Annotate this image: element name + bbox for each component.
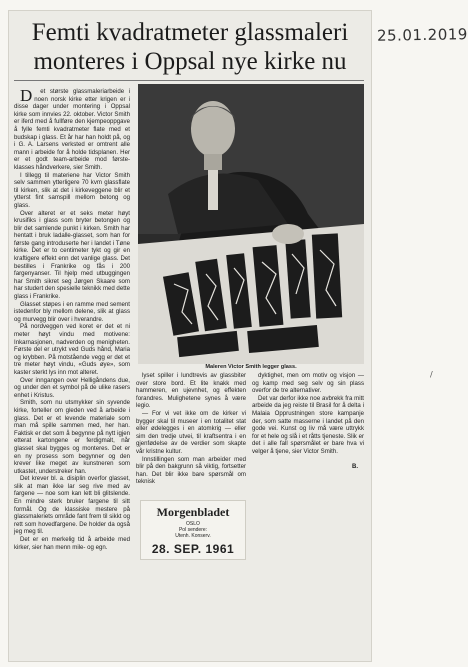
newspaper-name: Morgenbladet	[156, 505, 230, 519]
article-headline	[14, 18, 366, 76]
newspaper-city: OSLO	[186, 521, 200, 527]
paragraph: Smith, som nu utsmykker sin syvende kirke, forteller om gleden ved å arbeide i glass. Det er et levende materiale som man må spille sammen med, her han. Faktisk er det som å begynne på nytt igjen etterat kartongene er ferdigmalt, når glasset skal bygges og monteres. Det er en ny prosess som begynner og den krever like meget av kunstneren som utkastet, understreker han.	[14, 399, 130, 475]
article-photo	[138, 84, 364, 364]
paragraph: Det krever bl. a. disiplin overfor glasset, slik at man ikke lar seg rive med av fargene — noe som kan lett bli glitslende. En mindre sterk bruker fargene til sitt formål. Og de klassiske mestere på glassmaleriets område fant frem til sikkt og rett som hovedfargene. De holder da også jeg meg til.	[14, 475, 130, 536]
paragraph: Glasset støpes i en ramme med sement istedenfor bly mellom delene, slik at glass og murvegg blir over i hverandre.	[14, 300, 130, 323]
headline-line-2: monteres i Oppsal nye kirke nu	[33, 48, 347, 75]
photo-caption: Maleren Victor Smith legger glass.	[205, 364, 297, 370]
paragraph: Det største glassmaleriarbeide i noen norsk kirke etter krigen er i disse dager under montering i Oppsal kirke som innvies 22. oktober. Victor Smith er iferd med å fullføre den kjempeoppgave å fylle femti kvadratmeter flate med et budskap i glass. Et år har han holdt på, og i G. A. Larsens verksted er omtrent alle mann i arbeide for å holde tidsplanen. Her er et godt team-arbeide mod første-klasses håndverkere, sier Smith.	[14, 86, 130, 171]
paragraph: Over alteret er et seks meter høyt krusifiks i glass som bryter betongen og blir det samlende punkt i kirken. Smith har hentatt i bruk ladalle-glasset, som han for første gang introduserte her i landet i Tøne kirke. Det er to centimeter tykt og gir en kraftigere effekt enn det vanlige glass. Det bestilles i Frankrike og fås i 200 fargenyanser. Til hjelp med utbuggingen har Smith sikret seg Jørgen Skaare som har studert den spesielle teknikk med dette glass i Frankrike.	[14, 209, 130, 301]
paragraph: Innstillingen som man arbeider med blir på den bakgrunn så viktig, fortsetter han. Det blir ikke bare spørsmål om teknisk	[136, 455, 246, 486]
paragraph: Over inngangen over Helligåndens due, og under den et symbol på de ulike rasers enhet i Kristus.	[14, 376, 130, 399]
author-signature: B.	[352, 464, 358, 470]
headline-divider	[14, 80, 364, 81]
handwritten-date: 25.01.2019	[376, 25, 468, 45]
paragraph: På nordveggen ved koret er det et ni meter høyt vindu med motivene: Inkarnasjonen, nadverden og menigheten. Første del er utrykt ved Guds hånd, Maria og krybben. På motstående vegg er det et tre meter høyt vindu, «Guds øye», som kaster sterkt lys inn mot alteret.	[14, 323, 130, 376]
paragraph: I tillegg til materiene har Victor Smith selv sammen ytterligere 70 kvm glassflate til kirken, slik at det i kirkeveggene blir et ytterst fint samspill mellom betong og glass.	[14, 171, 130, 209]
article-column-3	[252, 372, 364, 464]
paragraph: lyset spiller i lundtrevis av glassbiter over store bord. Et lite knakk med hammeren, en ujevnhet, og effekten forandres. Mulighetene synes å være legio.	[136, 372, 246, 410]
stamp-line-1: Pol sendere:	[178, 527, 208, 533]
article-column-2	[136, 372, 246, 486]
paragraph: Det er en merkelig tid å arbeide med kirker, sier han menn mile- og egn.	[14, 536, 130, 551]
paragraph: Det var derfor ikke noe avbrekk fra mitt arbeide da jeg reiste til Brasil for å delta i Malaia Opprustningen store kampanje der, som satte masserne i landet på den gode vei. Kunst og liv må være uttrykk for et hele og slå i et råtts tjeneste. Slik er det i alle fall spørsmålet er bare hva vi velger å tjene, sier Victor Smith.	[252, 394, 364, 455]
paragraph: dyktighet, men om motiv og visjon — og kamp med seg selv og sin plass overfor de tre alternativer.	[252, 372, 364, 395]
headline-line-1: Femti kvadratmeter glassmaleri	[31, 19, 349, 46]
paragraph: — For vi vet ikke om de kirker vi bygger skal til museer i en totalitet stat eller ødelegges i en atomkrig — eller sim den tredje utvei, til kraftsentra i en gjenfødelse av de verdier som skapte vår kristne kultur.	[136, 409, 246, 455]
clipping-stamp	[140, 500, 246, 560]
pencil-mark: /	[430, 370, 433, 379]
publication-date: 28. SEP. 1961	[151, 542, 235, 556]
stamp-line-2: Utenh. Konserv.	[175, 533, 211, 539]
article-column-1	[14, 88, 130, 656]
